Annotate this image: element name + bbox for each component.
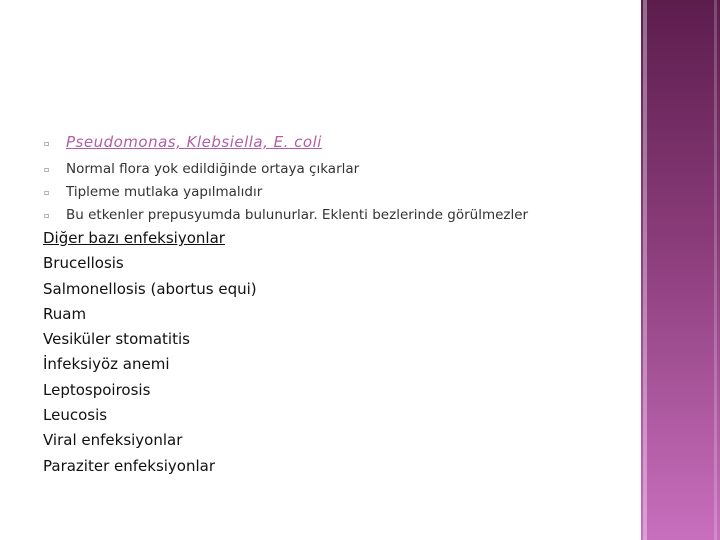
- bullet-item-organisms: [44, 128, 624, 156]
- list-item: Leucosis: [43, 406, 108, 425]
- list-item: Ruam: [43, 304, 87, 323]
- bullet-item: [44, 181, 624, 204]
- bullet-text: Tipleme mutlaka yapılmalıdır: [66, 184, 263, 200]
- bullet-list: [44, 128, 624, 227]
- list-item: Vesiküler stomatitis: [43, 330, 190, 349]
- bullet-icon: ▫: [44, 139, 50, 148]
- bullet-item: [44, 158, 624, 181]
- bullet-item: [44, 204, 624, 227]
- bullet-icon: ▫: [44, 211, 50, 220]
- list-item: Viral enfeksiyonlar: [43, 431, 183, 450]
- list-item: İnfeksiyöz anemi: [43, 355, 170, 374]
- decorative-side-band: [641, 0, 720, 540]
- list-item: Brucellosis: [43, 254, 124, 273]
- bullet-text: Bu etkenler prepusyumda bulunurlar. Eklenti bezlerinde görülmezler: [66, 207, 529, 223]
- bullet-icon: ▫: [44, 188, 50, 197]
- section-title: Diğer bazı enfeksiyonlar: [43, 229, 225, 247]
- list-item: Salmonellosis (abortus equi): [43, 279, 257, 298]
- list-item: Paraziter enfeksiyonlar: [43, 456, 216, 475]
- bullet-text: Pseudomonas, Klebsiella, E. coli: [66, 133, 322, 151]
- bullet-icon: ▫: [44, 165, 50, 174]
- list-item: Leptospoirosis: [43, 380, 151, 399]
- bullet-text: Normal flora yok edildiğinde ortaya çıkarlar: [66, 161, 360, 177]
- other-infections-list: [43, 226, 257, 479]
